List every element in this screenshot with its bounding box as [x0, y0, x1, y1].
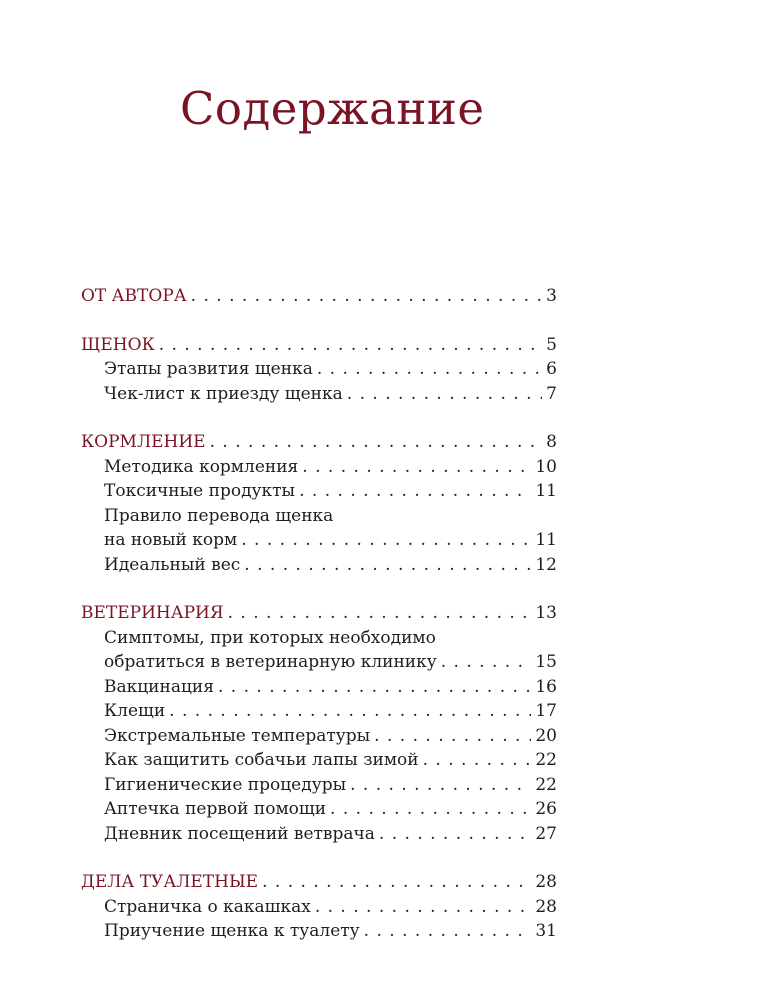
toc-item[interactable]: [81, 675, 557, 700]
toc-item-label: Гигиенические процедуры: [104, 774, 347, 795]
toc-item-label: Страничка о какашках: [104, 896, 311, 917]
page-title: Содержание: [180, 82, 485, 135]
toc-leader-dots: [262, 870, 531, 895]
toc-page-number: 28: [535, 896, 557, 917]
toc-section-toilet[interactable]: [81, 870, 557, 895]
toc-item[interactable]: [81, 748, 557, 773]
toc-item[interactable]: [81, 822, 557, 847]
toc-leader-dots: [374, 724, 531, 749]
toc-page-number: 7: [546, 383, 557, 404]
toc-item-label: Методика кормления: [104, 456, 299, 477]
toc-item-multiline[interactable]: [81, 504, 557, 553]
toc-leader-dots: [299, 479, 531, 504]
toc-leader-dots: [244, 553, 531, 578]
toc-item-label: Аптечка первой помощи: [104, 799, 327, 819]
toc-item[interactable]: [81, 773, 557, 798]
toc-page-number: 28: [535, 872, 557, 892]
toc-section-label: ДЕЛА ТУАЛЕТНЫЕ: [81, 872, 259, 892]
toc-page-number: 8: [546, 432, 557, 452]
toc-item-label: Клещи: [104, 701, 166, 721]
toc-item-label: Дневник посещений ветврача: [104, 823, 375, 844]
toc-page-number: 6: [546, 359, 557, 379]
toc-section-label: ВЕТЕРИНАРИЯ: [81, 603, 224, 623]
toc-item-label: Экстремальные температуры: [104, 725, 371, 746]
table-of-contents: [81, 284, 557, 944]
toc-item[interactable]: [81, 797, 557, 822]
toc-page-number: 11: [535, 481, 557, 501]
toc-item[interactable]: [81, 553, 557, 578]
toc-page-number: 31: [535, 921, 557, 941]
toc-leader-dots: [191, 284, 543, 309]
toc-item-label-line1: Правило перевода щенка: [104, 505, 334, 526]
toc-leader-dots: [241, 528, 531, 553]
toc-page-number: 16: [535, 676, 557, 697]
toc-item-multiline[interactable]: [81, 626, 557, 675]
toc-item-label: Вакцинация: [104, 676, 214, 697]
toc-page-number: 17: [535, 701, 557, 721]
toc-leader-dots: [330, 797, 531, 822]
toc-item-label: Токсичные продукты: [104, 481, 296, 501]
toc-item-label-line1: Симптомы, при которых необходимо: [104, 627, 436, 648]
toc-leader-dots: [302, 455, 531, 480]
toc-item[interactable]: [81, 455, 557, 480]
toc-leader-dots: [350, 773, 531, 798]
toc-item-label: Чек-лист к приезду щенка: [104, 383, 343, 404]
toc-page-number: 22: [535, 750, 557, 770]
toc-leader-dots: [169, 699, 531, 724]
toc-page-number: 3: [546, 286, 557, 306]
toc-page-number: 20: [535, 725, 557, 746]
toc-item-label: Как защитить собачьи лапы зимой: [104, 750, 419, 770]
toc-section-label: ЩЕНОК: [81, 334, 155, 355]
toc-leader-dots: [315, 895, 532, 920]
toc-page-number: 5: [546, 334, 557, 355]
toc-item[interactable]: [81, 382, 557, 407]
toc-item[interactable]: [81, 919, 557, 944]
toc-leader-dots: [423, 748, 532, 773]
toc-leader-dots: [441, 650, 532, 675]
toc-item-label: Этапы развития щенка: [104, 359, 313, 379]
toc-item-label: на новый корм: [104, 530, 238, 550]
toc-page-number: 12: [535, 554, 557, 575]
toc-item[interactable]: [81, 724, 557, 749]
toc-page-number: 27: [535, 823, 557, 844]
toc-section-puppy[interactable]: [81, 333, 557, 358]
toc-page-number: 10: [535, 456, 557, 477]
toc-page-number: 11: [535, 530, 557, 550]
toc-item[interactable]: [81, 699, 557, 724]
toc-leader-dots: [317, 357, 542, 382]
toc-leader-dots: [379, 822, 531, 847]
toc-section-label: КОРМЛЕНИЕ: [81, 432, 206, 452]
toc-page-number: 26: [535, 799, 557, 819]
toc-item[interactable]: [81, 895, 557, 920]
toc-item-label: Идеальный вес: [104, 554, 241, 575]
toc-leader-dots: [228, 601, 532, 626]
toc-page-number: 13: [535, 603, 557, 623]
toc-section-feeding[interactable]: [81, 430, 557, 455]
toc-page-number: 22: [535, 774, 557, 795]
toc-item-label: Приучение щенка к туалету: [104, 921, 360, 941]
toc-leader-dots: [159, 333, 542, 358]
toc-leader-dots: [210, 430, 543, 455]
toc-page-number: 15: [535, 652, 557, 672]
toc-section-label: ОТ АВТОРА: [81, 286, 187, 306]
toc-leader-dots: [218, 675, 531, 700]
toc-item[interactable]: [81, 479, 557, 504]
toc-item[interactable]: [81, 357, 557, 382]
toc-section-about-author[interactable]: [81, 284, 557, 309]
toc-leader-dots: [347, 382, 542, 407]
toc-item-label: обратиться в ветеринарную клинику: [104, 652, 437, 672]
toc-section-veterinary[interactable]: [81, 601, 557, 626]
toc-leader-dots: [364, 919, 532, 944]
